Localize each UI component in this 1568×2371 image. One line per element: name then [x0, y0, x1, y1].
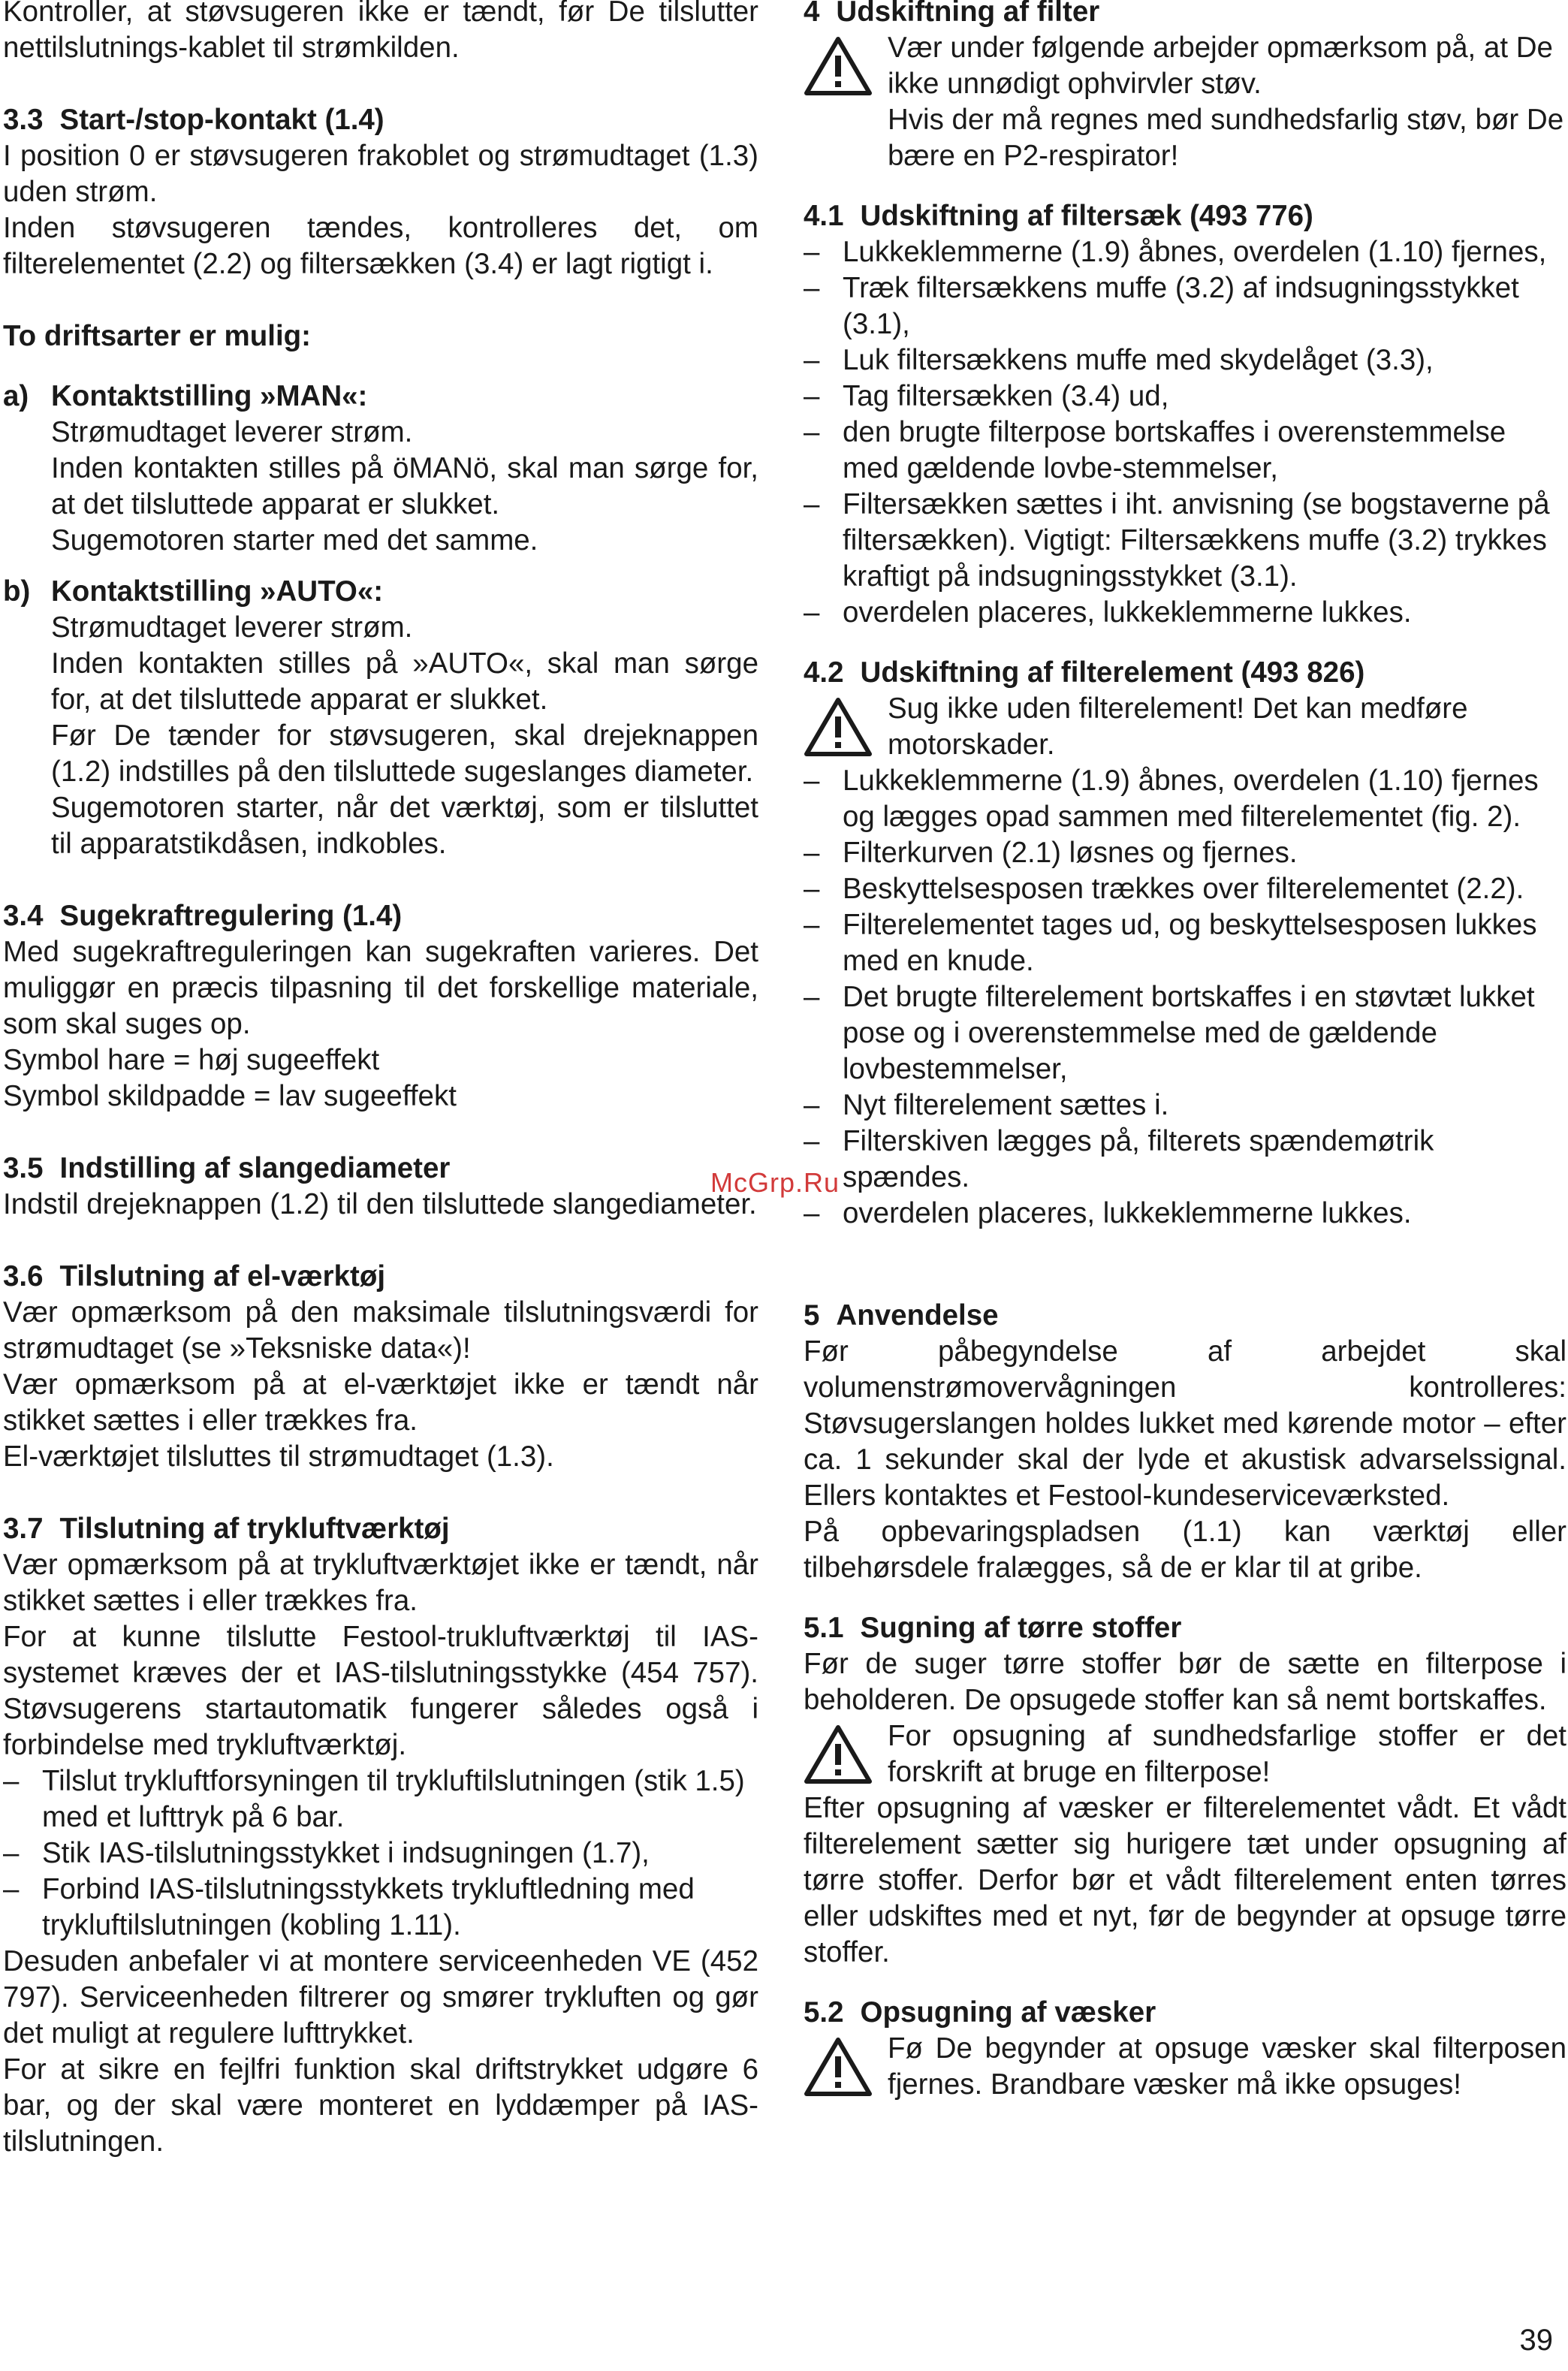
section-title: Anvendelse — [836, 1299, 999, 1332]
paragraph: Sugemotoren starter med det samme. — [51, 524, 538, 557]
right-column — [804, 0, 1566, 2103]
paragraph: For at sikre en fejlfri funktion skal driftstrykket udgøre 6 bar, og der skal være monteret en lyddæmper på IAS-tilslutningen. — [3, 2053, 758, 2158]
paragraph: Strømudtaget leverer strøm. — [51, 416, 413, 448]
left-column — [3, 0, 758, 2160]
warning-block — [804, 1718, 1566, 1790]
section-title: Opsugning af væsker — [860, 1996, 1156, 2029]
section-number: 4.1 — [804, 200, 844, 232]
section-number: 3.6 — [3, 1260, 44, 1293]
section-title: Udskiftning af filterelement (493 826) — [860, 656, 1365, 689]
list-item: – Filterskiven lægges på, filterets spændemøtrik spændes. — [804, 1125, 1434, 1193]
section-title: Sugekraftregulering (1.4) — [59, 900, 403, 932]
list-item: – den brugte filterpose bortskaffes i overenstemmelse med gældende lovbe-stemmelser, — [804, 416, 1506, 484]
section-number: 4.2 — [804, 656, 844, 689]
list-item-text: Lukkeklemmerne (1.9) åbnes, overdelen (1.10) fjernes og lægges opad sammen med filterelementet (fig. 2). — [843, 765, 1539, 833]
section-title: Udskiftning af filtersæk (493 776) — [860, 200, 1313, 232]
section-title: Sugning af tørre stoffer — [860, 1612, 1182, 1644]
section-4-2-heading — [804, 655, 1566, 691]
section-number: 3.7 — [3, 1513, 44, 1545]
warning-triangle-icon — [804, 697, 873, 757]
section-3-6-heading — [3, 1259, 758, 1295]
list-item-text: Filterkurven (2.1) løsnes og fjernes. — [843, 837, 1298, 869]
warning-text: Sug ikke uden filterelement! Det kan medføre motorskader. — [888, 692, 1468, 761]
list-item-text: den brugte filterpose bortskaffes i overenstemmelse med gældende lovbe-stemmelser, — [843, 416, 1506, 484]
section-3-5-heading — [3, 1151, 758, 1187]
list-item: – overdelen placeres, lukkeklemmerne lukkes. — [804, 596, 1412, 629]
list-item: – Luk filtersækkens muffe med skydelåget (3.3), — [804, 344, 1434, 376]
section-number: 3.4 — [3, 900, 44, 932]
section-title: Start-/stop-kontakt (1.4) — [59, 104, 384, 136]
section-number: 5 — [804, 1299, 820, 1332]
paragraph: Før påbegyndelse af arbejdet skal volumenstrømovervågningen kontrolleres: Støvsugerslangen holdes lukket med kørende motor – efter ca. 1 sekunder skal der lyde et akustisk advarselssignal. Ellers kontaktes et Festool-kundeserviceværksted. — [804, 1335, 1566, 1512]
section-3-7-heading — [3, 1511, 758, 1547]
list-item: – Lukkeklemmerne (1.9) åbnes, overdelen (1.10) fjernes og lægges opad sammen med filterelementet (fig. 2). — [804, 765, 1539, 833]
warning-text: For opsugning af sundhedsfarlige stoffer er det forskrift at bruge en filterpose! — [888, 1720, 1566, 1788]
section-title: Indstilling af slangediameter — [59, 1152, 451, 1184]
instruction-list — [804, 763, 1566, 1232]
paragraph: I position 0 er støvsugeren frakoblet og strømudtaget (1.3) uden strøm. — [3, 140, 758, 208]
section-4-heading — [804, 0, 1566, 30]
list-item: – Filterkurven (2.1) løsnes og fjernes. — [804, 837, 1298, 869]
list-item-text: Beskyttelsesposen trækkes over filterelementet (2.2). — [843, 873, 1524, 905]
list-item-text: Stik IAS-tilslutningsstykket i indsugningen (1.7), — [42, 1837, 650, 1869]
list-item: – Træk filtersækkens muffe (3.2) af indsugningsstykket (3.1), — [804, 272, 1519, 340]
section-number: 3.5 — [3, 1152, 44, 1184]
section-title: Tilslutning af trykluftværktøj — [59, 1513, 450, 1545]
paragraph: På opbevaringspladsen (1.1) kan værktøj eller tilbehørsdele fralægges, så de er klar til at gribe. — [804, 1516, 1566, 1584]
section-5-2-heading — [804, 1995, 1566, 2031]
list-item: – Tilslut trykluftforsyningen til trykluftilslutningen (stik 1.5) med et lufttryk på 6 bar. — [3, 1765, 745, 1833]
warning-triangle-icon — [804, 36, 873, 96]
option-letter: a) — [3, 380, 29, 412]
warning-text: Vær under følgende arbejder opmærksom på, at De ikke unnødigt ophvirvler støv. — [888, 32, 1553, 100]
section-number: 4 — [804, 0, 820, 28]
list-item: – Tag filtersækken (3.4) ud, — [804, 380, 1169, 412]
list-item: – Forbind IAS-tilslutningsstykkets trykluftledning med trykluftilslutningen (kobling 1.11). — [3, 1873, 695, 1941]
option-title: Kontaktstilling »AUTO«: — [51, 575, 384, 608]
mode-option-a — [3, 379, 758, 559]
list-item-text: Tilslut trykluftforsyningen til trykluftilslutningen (stik 1.5) med et lufttryk på 6 bar. — [42, 1765, 745, 1833]
paragraph: Før De tænder for støvsugeren, skal drejeknappen (1.2) indstilles på den tilsluttede sugeslanges diameter. — [51, 719, 758, 788]
list-item-text: Tag filtersækken (3.4) ud, — [843, 380, 1169, 412]
instruction-list — [804, 234, 1566, 631]
paragraph: Før de suger tørre stoffer bør de sætte en filterpose i beholderen. De opsugede stoffer kan så nemt bortskaffes. — [804, 1648, 1566, 1716]
section-number: 5.2 — [804, 1996, 844, 2029]
list-item: – Lukkeklemmerne (1.9) åbnes, overdelen (1.10) fjernes, — [804, 236, 1547, 268]
paragraph: Efter opsugning af væsker er filterelementet vådt. Et vådt filterelement sætter sig hurigere tæt under opsugning af tørre stoffer. Derfor bør et vådt filterelement enten tørres eller udskiftes med et nyt, før de begynder at opsuge tørre stoffer. — [804, 1792, 1566, 1968]
warning-triangle-icon — [804, 2037, 873, 2097]
instruction-list — [3, 1763, 758, 1944]
list-item-text: Luk filtersækkens muffe med skydelåget (3.3), — [843, 344, 1434, 376]
section-5-heading — [804, 1298, 1566, 1334]
warning-triangle-icon — [804, 1724, 873, 1784]
section-4-1-heading — [804, 198, 1566, 234]
warning-block — [804, 30, 1566, 174]
paragraph: Symbol hare = høj sugeeffekt — [3, 1044, 380, 1076]
section-title: Udskiftning af filter — [836, 0, 1100, 28]
option-letter: b) — [3, 575, 31, 608]
paragraph: Strømudtaget leverer strøm. — [51, 611, 413, 644]
watermark: McGrp.Ru — [710, 1167, 840, 1198]
paragraph: Inden støvsugeren tændes, kontrolleres det, om filterelementet (2.2) og filtersækken (3.4) er lagt rigtigt i. — [3, 212, 758, 280]
list-item: – Filterelementet tages ud, og beskyttelsesposen lukkes med en knude. — [804, 909, 1537, 977]
paragraph: Inden kontakten stilles på »AUTO«, skal man sørge for, at det tilsluttede apparat er slukket. — [51, 647, 758, 716]
paragraph: Symbol skildpadde = lav sugeeffekt — [3, 1080, 457, 1112]
paragraph: Sugemotoren starter, når det værktøj, som er tilsluttet til apparatstikdåsen, indkobles. — [51, 792, 758, 860]
section-3-3-heading — [3, 102, 758, 138]
list-item-text: Lukkeklemmerne (1.9) åbnes, overdelen (1.10) fjernes, — [843, 236, 1547, 268]
paragraph: Med sugekraftreguleringen kan sugekraften varieres. Det muliggør en præcis tilpasning til det forskellige materiale, som skal suges op. — [3, 936, 758, 1040]
paragraph: Indstil drejeknappen (1.2) til den tilsluttede slangediameter. — [3, 1188, 757, 1220]
list-item: – Stik IAS-tilslutningsstykket i indsugningen (1.7), — [3, 1837, 650, 1869]
list-item-text: Filterelementet tages ud, og beskyttelsesposen lukkes med en knude. — [843, 909, 1537, 977]
mode-option-b — [3, 574, 758, 862]
list-item: – Det brugte filterelement bortskaffes i en støvtæt lukket pose og i overenstemmelse med de gældende lovbestemmelser, — [804, 981, 1535, 1085]
list-item-text: overdelen placeres, lukkeklemmerne lukkes. — [843, 1197, 1412, 1229]
paragraph: El-værktøjet tilsluttes til strømudtaget (1.3). — [3, 1440, 554, 1473]
intro-text: Kontroller, at støvsugeren ikke er tændt, før De tilslutter nettilslutnings-kablet til strømkilden. — [3, 0, 758, 64]
page-number: 39 — [1519, 2324, 1553, 2357]
paragraph: For at kunne tilslutte Festool-trukluftværktøj til IAS-systemet kræves der et IAS-tilslutningsstykke (454 757). Støvsugerens startautomatik fungerer således også i forbindelse med trykluftværktøj. — [3, 1621, 758, 1761]
paragraph: Vær opmærksom på at el-værktøjet ikke er tændt når stikket sættes i eller trækkes fra. — [3, 1368, 758, 1437]
list-item-text: Nyt filterelement sættes i. — [843, 1089, 1169, 1121]
list-item-text: Det brugte filterelement bortskaffes i en støvtæt lukket pose og i overenstemmelse med de gældende lovbestemmelser, — [843, 981, 1535, 1085]
warning-block — [804, 691, 1566, 763]
list-item-text: Træk filtersækkens muffe (3.2) af indsugningsstykket (3.1), — [843, 272, 1519, 340]
list-item: – Beskyttelsesposen trækkes over filterelementet (2.2). — [804, 873, 1524, 905]
paragraph: Vær opmærksom på den maksimale tilslutningsværdi for strømudtaget (se »Teksniske data«)! — [3, 1296, 758, 1365]
section-3-4-heading — [3, 898, 758, 934]
paragraph: Desuden anbefaler vi at montere serviceenheden VE (452 797). Serviceenheden filtrerer og smører trykluften og gør det muligt at regulere lufttrykket. — [3, 1945, 758, 2050]
list-item-text: Forbind IAS-tilslutningsstykkets trykluftledning med trykluftilslutningen (kobling 1.11). — [42, 1873, 695, 1941]
modes-heading: To driftsarter er mulig: — [3, 320, 312, 352]
list-item-text: overdelen placeres, lukkeklemmerne lukkes. — [843, 596, 1412, 629]
paragraph: Inden kontakten stilles på öMANö, skal man sørge for, at det tilsluttede apparat er slukket. — [51, 452, 758, 520]
paragraph: Vær opmærksom på at trykluftværktøjet ikke er tændt, når stikket sættes i eller trækkes fra. — [3, 1549, 758, 1617]
list-item: – Filtersækken sættes i iht. anvisning (se bogstaverne på filtersækken). Vigtigt: Filtersækkens muffe (3.2) trykkes kraftigt på indsugningsstykket (3.1). — [804, 488, 1550, 593]
warning-block — [804, 2031, 1566, 2103]
list-item: – Nyt filterelement sættes i. — [804, 1089, 1169, 1121]
section-5-1-heading — [804, 1610, 1566, 1646]
list-item-text: Filterskiven lægges på, filterets spændemøtrik spændes. — [843, 1125, 1434, 1193]
list-item-text: Filtersækken sættes i iht. anvisning (se bogstaverne på filtersækken). Vigtigt: Filtersækkens muffe (3.2) trykkes kraftigt på indsugningsstykket (3.1). — [843, 488, 1550, 593]
list-item: – overdelen placeres, lukkeklemmerne lukkes. — [804, 1197, 1412, 1229]
section-number: 5.1 — [804, 1612, 844, 1644]
section-title: Tilslutning af el-værktøj — [59, 1260, 386, 1293]
warning-text: Fø De begynder at opsuge væsker skal filterposen fjernes. Brandbare væsker må ikke opsuges! — [888, 2032, 1566, 2101]
option-title: Kontaktstilling »MAN«: — [51, 380, 368, 412]
section-number: 3.3 — [3, 104, 44, 136]
warning-text: Hvis der må regnes med sundhedsfarlig støv, bør De bære en P2-respirator! — [888, 104, 1564, 172]
